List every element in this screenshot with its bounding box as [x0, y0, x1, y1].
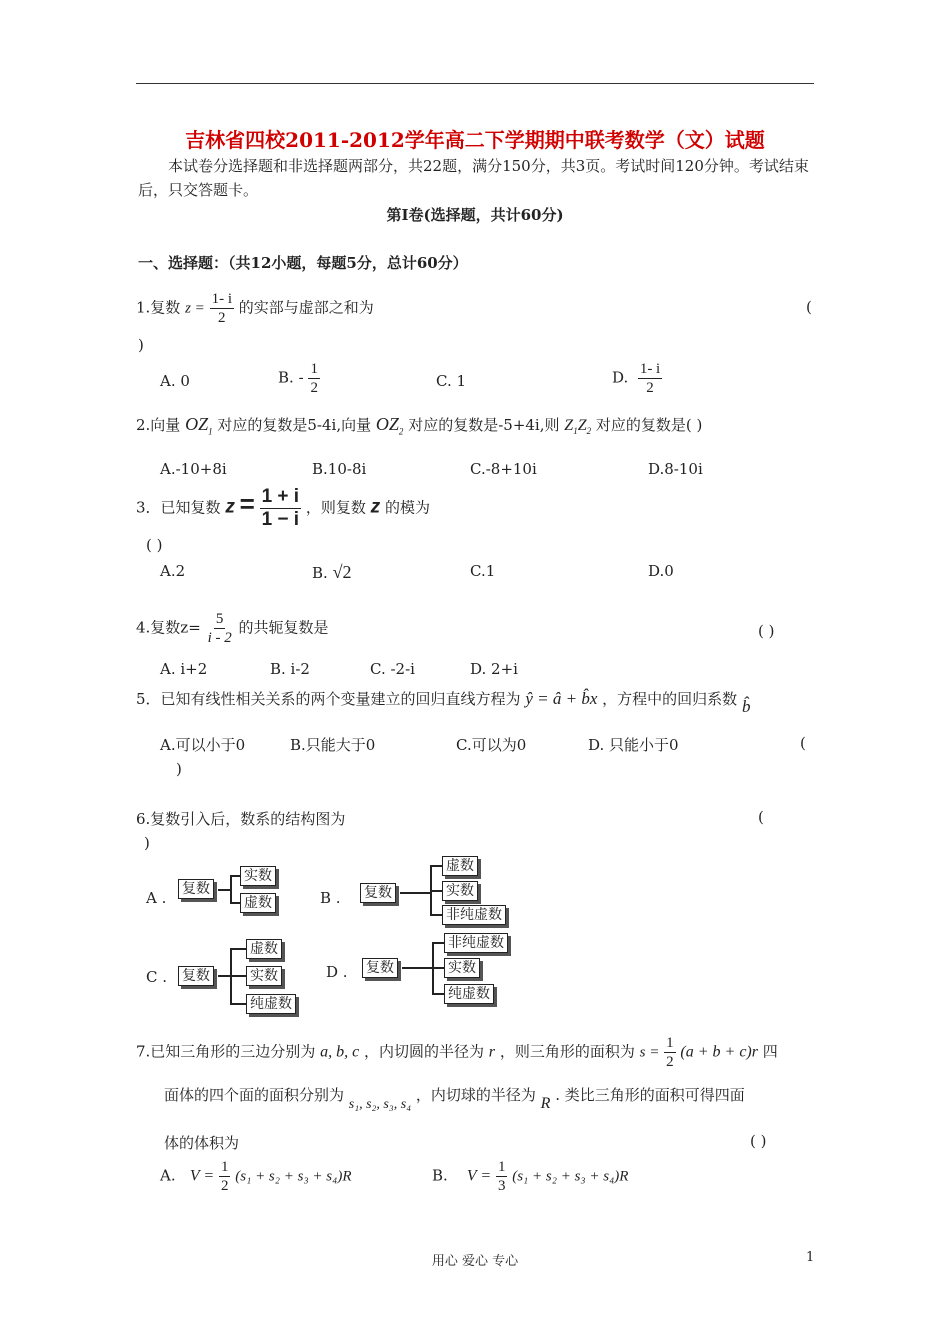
- option-a: A. i+2: [160, 660, 208, 678]
- option-b: B. - $\frac{1}{2}$: [278, 361, 318, 396]
- section-header: 第Ⅰ卷(选择题，共计60分): [386, 206, 564, 224]
- option-b: B.只能大于0: [290, 736, 376, 754]
- option-d: D.8-10i: [648, 460, 703, 478]
- connector: [400, 892, 430, 894]
- option-a: A.2: [160, 562, 186, 580]
- connector: [218, 889, 230, 891]
- page-title: 吉林省四校2011-2012学年高二下学期期中联考数学（文）试题: [185, 128, 765, 152]
- connector: [402, 967, 432, 969]
- option-b-label: B .: [320, 889, 341, 907]
- question-2: 2.向量 $OZ_1$ 对应的复数是5-4i,向量 $OZ_2$ 对应的复数是-5+4i,则 $Z_1Z_2$ 对应的复数是( ): [136, 414, 703, 437]
- connector: [432, 993, 444, 995]
- connector: [230, 875, 232, 903]
- diagram-a-root: 复数: [178, 879, 214, 899]
- question-3: 3．已知复数 z = $\frac{1 + i}{1 - i}$ ，则复数 z 的模为: [136, 486, 430, 530]
- answer-paren: ): [144, 834, 150, 852]
- question-4: 4.复数z= $\frac{5}{i - 2}$ 的共轭复数是: [136, 611, 329, 646]
- question-7: 7.已知三角形的三边分别为 a, b, c ，内切圆的半径为 r ，则三角形的面积为 s = $\frac{1}{2}$ (a + b + c)r 四: [136, 1035, 778, 1070]
- page-number: 1: [806, 1250, 815, 1265]
- diagram-b-item: 虚数: [442, 856, 478, 876]
- answer-paren: (: [800, 734, 806, 752]
- answer-paren: ( ): [146, 536, 163, 554]
- option-d: D. 只能小于0: [588, 736, 679, 754]
- answer-paren: (: [806, 298, 812, 316]
- connector: [430, 914, 442, 916]
- option-a: A. 0: [160, 372, 190, 390]
- option-c-label: C .: [146, 968, 168, 986]
- diagram-b-item: 实数: [442, 881, 478, 901]
- question-6: 6.复数引入后，数系的结构图为: [136, 810, 346, 828]
- option-b: B. √2: [312, 562, 352, 582]
- question-7-line-2: 面体的四个面的面积分别为 s₁, s₂, s₃, s₄ ，内切球的半径为 R . 类比三角形的面积可得四面: [164, 1086, 745, 1112]
- header-rule: [136, 83, 814, 84]
- connector: [432, 967, 444, 969]
- diagram-c-item: 纯虚数: [246, 994, 296, 1014]
- connector: [430, 865, 442, 867]
- diagram-c-root: 复数: [178, 966, 214, 986]
- answer-paren: (: [758, 808, 764, 826]
- part-header: 一、选择题：（共12小题，每题5分，总计60分）: [138, 254, 468, 272]
- question-5: 5．已知有线性相关关系的两个变量建立的回归直线方程为 ŷ = â + b̂x ，方程中的回归系数 b̂: [136, 689, 751, 716]
- connector: [230, 948, 246, 950]
- answer-paren: ): [176, 760, 182, 778]
- option-d: D.0: [648, 562, 674, 580]
- diagram-d-item: 纯虚数: [444, 984, 494, 1004]
- connector: [230, 1003, 246, 1005]
- option-b: B.10-8i: [312, 460, 367, 478]
- intro-text: 本试卷分选择题和非选择题两部分，共22题，满分150分，共3页。考试时间120分钟。考试结束后，只交答题卡。: [138, 157, 809, 199]
- connector: [230, 902, 240, 904]
- option-d-label: D .: [326, 963, 348, 981]
- diagram-d-item: 实数: [444, 958, 480, 978]
- option-a-label: A .: [146, 889, 167, 907]
- fraction: $\frac{1- i}{2}$: [211, 291, 233, 326]
- option-c: C.可以为0: [456, 736, 527, 754]
- option-d: D. $\frac{1- i}{2}$: [612, 361, 661, 396]
- answer-paren: ): [138, 336, 144, 354]
- answer-paren: ( ): [758, 622, 775, 640]
- option-b: B. V = $\frac{1}{3}$ (s₁ + s₂ + s₃ + s₄)R: [432, 1159, 629, 1194]
- question-7-line-3: 体的体积为: [164, 1134, 240, 1152]
- connector: [218, 975, 230, 977]
- diagram-d-item: 非纯虚数: [444, 933, 508, 953]
- connector: [230, 975, 246, 977]
- connector: [430, 890, 442, 892]
- diagram-c-item: 实数: [246, 966, 282, 986]
- diagram-d-root: 复数: [362, 958, 398, 978]
- option-a: A.-10+8i: [160, 460, 227, 478]
- option-c: C.1: [470, 562, 496, 580]
- option-c: C.-8+10i: [470, 460, 537, 478]
- option-a: A. V = $\frac{1}{2}$ (s₁ + s₂ + s₃ + s₄)R: [160, 1159, 352, 1194]
- option-b: B. i-2: [270, 660, 310, 678]
- page-footer: 用心 爱心 专心: [431, 1254, 519, 1269]
- diagram-b-item: 非纯虚数: [442, 905, 506, 925]
- connector: [432, 942, 444, 944]
- diagram-c-item: 虚数: [246, 939, 282, 959]
- option-c: C. -2-i: [370, 660, 415, 678]
- option-d: D. 2+i: [470, 660, 518, 678]
- question-1: 1.复数 z = $\frac{1- i}{2}$ 的实部与虚部之和为: [136, 291, 374, 326]
- answer-paren: ( ): [750, 1132, 767, 1150]
- diagram-b-root: 复数: [360, 883, 396, 903]
- option-a: A.可以小于0: [160, 736, 246, 754]
- connector: [230, 875, 240, 877]
- diagram-a-item: 虚数: [240, 893, 276, 913]
- option-c: C. 1: [436, 372, 467, 390]
- diagram-a-item: 实数: [240, 866, 276, 886]
